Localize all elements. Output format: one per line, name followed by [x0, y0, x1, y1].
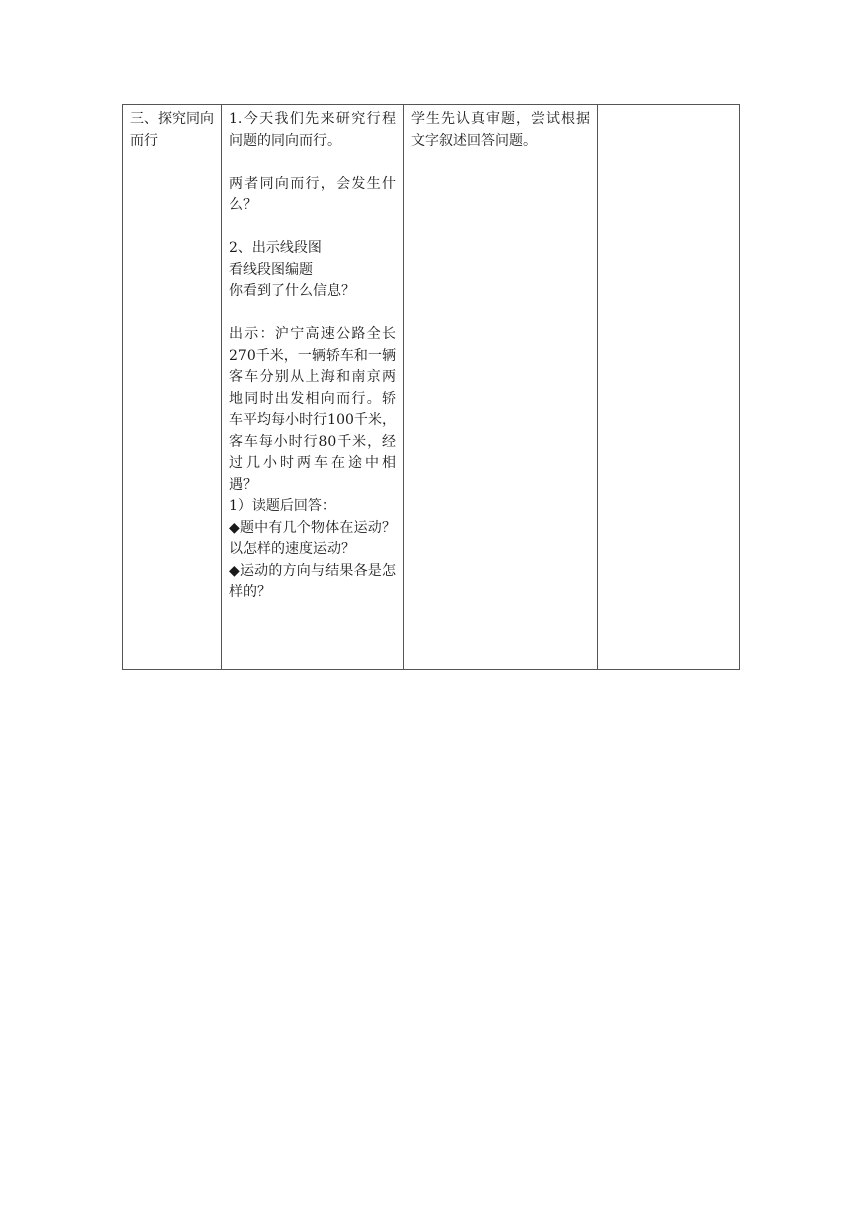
spacer: [229, 217, 396, 239]
spacer: [229, 152, 396, 174]
step-line: 你看到了什么信息？: [229, 283, 355, 299]
student-activity: 学生先认真审题，尝试根据文字叙述回答问题。: [411, 111, 590, 149]
spacer: [229, 303, 396, 325]
bullet-question: ◆运动的方向与结果各是怎样的？: [229, 562, 396, 600]
teacher-activity-cell: [222, 105, 404, 670]
lesson-plan-table: [122, 104, 740, 670]
word-problem: 出示：沪宁高速公路全长270千米，一辆轿车和一辆客车分别从上海和南京两地同时出发相向而行。轿车平均每小时行100千米，客车每小时行80千米，经过几小时两车在途中相遇？: [229, 326, 396, 493]
student-activity-cell: [404, 105, 598, 670]
bullet-question: ◆题中有几个物体在运动？以怎样的速度运动？: [229, 519, 396, 557]
notes-cell: [598, 105, 740, 670]
step-title: 2、出示线段图: [229, 240, 322, 256]
stage-title: 三、探究同向而行: [130, 111, 214, 149]
teacher-question: 两者同向而行，会发生什么？: [229, 175, 396, 213]
table-row: [123, 105, 740, 670]
stage-cell: [123, 105, 222, 670]
step-line: 看线段图编题: [229, 261, 313, 278]
reading-prompt: 1）读题后回答：: [229, 498, 336, 514]
teacher-intro: 1.今天我们先来研究行程问题的同向而行。: [229, 111, 396, 149]
